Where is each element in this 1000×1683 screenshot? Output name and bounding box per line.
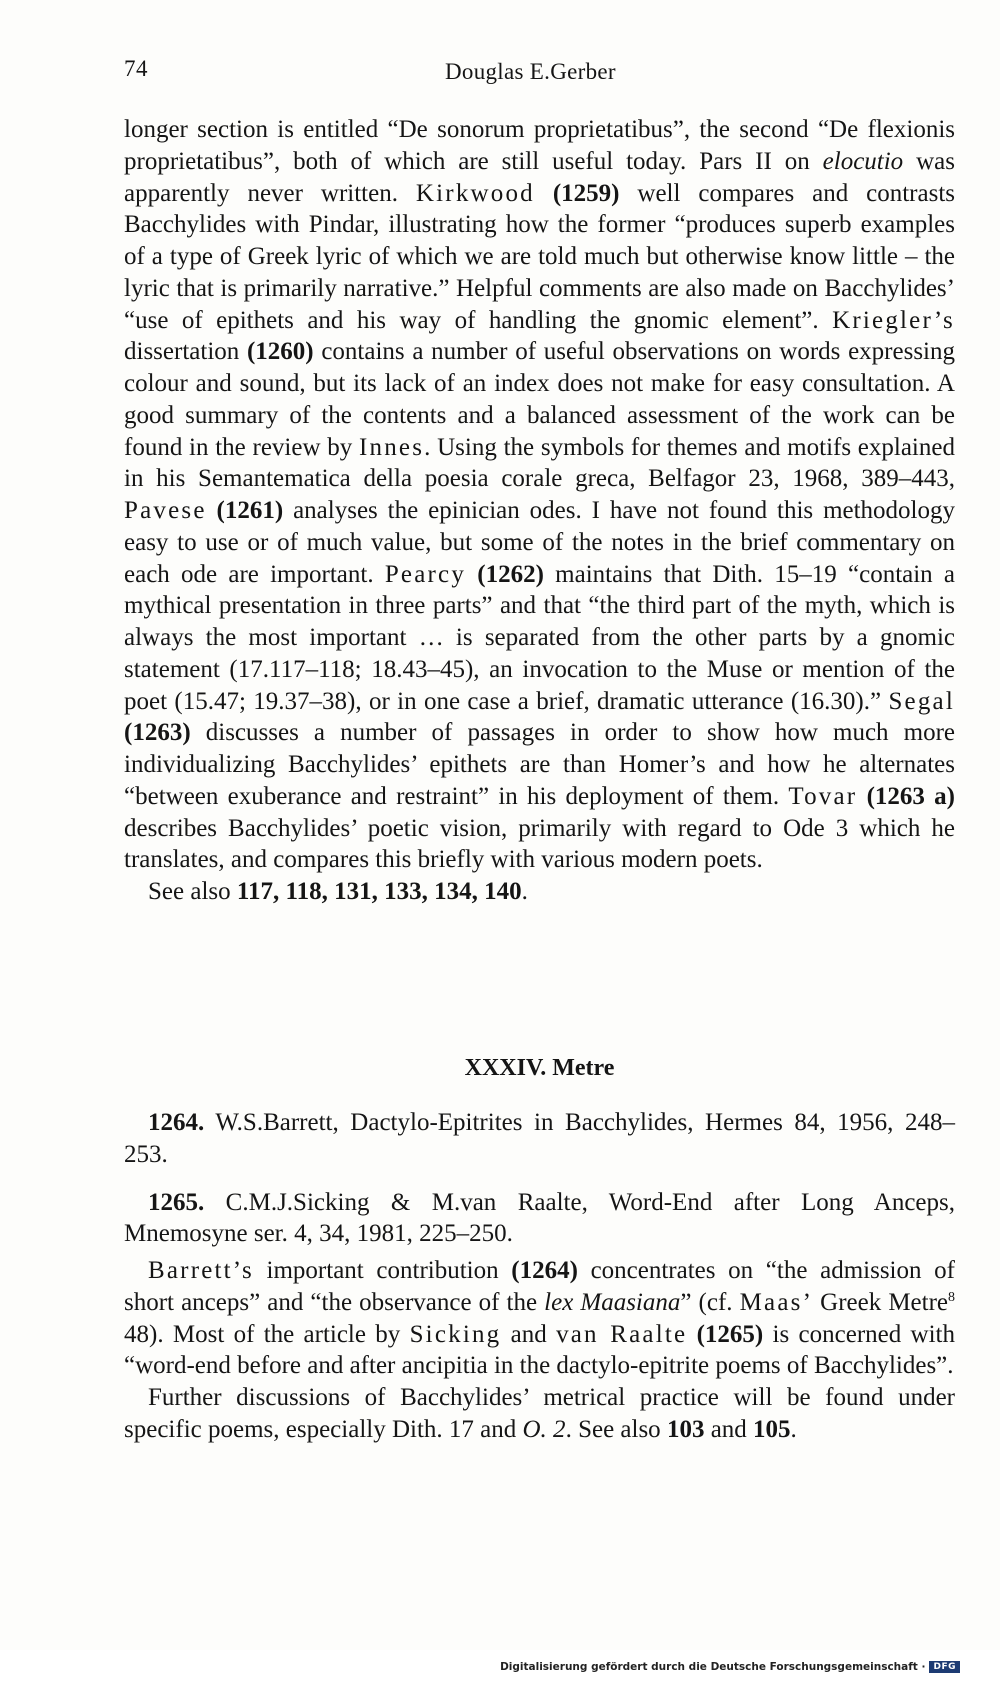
author-name: Segal — [888, 687, 955, 715]
reference-number: (1263 a) — [866, 782, 955, 810]
bibliography-entry: 1265. C.M.J.Sicking & M.van Raalte, Word-End after Long Anceps, Mnemosyne ser. 4, 34, 1981, 225–250. — [124, 1188, 955, 1248]
reference-number: (1263) — [124, 719, 191, 747]
reference-number: (1261) — [216, 497, 284, 524]
reference-number: (1262) — [477, 560, 544, 588]
reference-number: 105 — [753, 1415, 791, 1443]
author-name: Sicking — [409, 1320, 502, 1348]
see-also-references: 117, 118, 131, 133, 134, 140 — [236, 878, 522, 905]
author-name: Innes — [358, 433, 425, 461]
author-name: Maas’ — [739, 1288, 814, 1316]
author-name: Kriegler’s — [832, 306, 955, 334]
reference-number: (1264) — [511, 1257, 578, 1284]
author-name: Barrett’s — [148, 1257, 254, 1284]
reference-number: (1265) — [696, 1320, 764, 1348]
author-name: van Raalte — [556, 1320, 688, 1348]
reference-number: (1260) — [246, 338, 314, 366]
bibliography-entries — [124, 1107, 955, 1266]
edition-superscript: 8 — [948, 1289, 956, 1305]
paragraph-metre: Barrett’s important contribution (1264) concentrates on “the admission of short anceps” and “the observance of the lex Maasiana” (cf. Maas’ Greek Metre$^8$ 48). Most of the article by Sicking and van Raalte (1265) is concerned with “word-end before and after ancipitia in the dactylo-epitrite poems of Bacchylides”. — [124, 1257, 956, 1380]
author-name: Kirkwood — [415, 179, 535, 207]
see-also-line: See also 117, 118, 131, 133, 134, 140. — [148, 878, 528, 905]
author-name: Tovar — [788, 782, 858, 810]
running-head: Douglas E.Gerber — [445, 59, 616, 84]
bibliography-entry: 1264. W.S.Barrett, Dactylo-Epitrites in Bacchylides, Hermes 84, 1956, 248–253. — [124, 1109, 955, 1168]
dfg-logo-icon: DFG — [929, 1661, 960, 1673]
page-number: 74 — [124, 56, 148, 81]
section-heading: XXXIV. Metre — [464, 1055, 615, 1081]
reference-number: (1259) — [552, 179, 620, 207]
author-name: Pavese — [124, 497, 207, 524]
body-text — [124, 114, 955, 908]
digitization-credit — [500, 1661, 960, 1673]
metre-discussion — [124, 1255, 955, 1446]
credit-text: Digitalisierung gefördert durch die Deutsche Forschungsgemeinschaft · — [500, 1661, 926, 1673]
entry-number: 1264. — [148, 1109, 205, 1136]
paragraph-bacchylides-style: longer section is entitled “De sonorum proprietatibus”, the second “De flexionis proprietatibus”, both of which are still useful today. Pars II on elocutio was apparently never written. Kirkwood (1259) well compares and contrasts Bacchylides with Pindar, illustrating how the former “produces superb examples of a type of Greek lyric of which we are told much but otherwise know little – the lyric that is primarily narrative.” Helpful comments are also made on Bacchylides’ “use of epithets and his way of handling the gnomic element”. Kriegler’s dissertation (1260) contains a number of useful observations on words expressing colour and sound, but its lack of an index does not make for easy consultation. A good summary of the contents and a balanced assessment of the work can be found in the review by Innes. Using the symbols for themes and motifs explained in his Semantematica della poesia corale greca, Belfagor 23, 1968, 389–443, Pavese (1261) analyses the epinician odes. I have not found this methodology easy to use or of much value, but some of the notes in the brief commentary on each ode are important. Pearcy (1262) maintains that Dith. 15–19 “contain a mythical presentation in three parts” and that “the third part of the myth, which is always the most important … is separated from the other parts by a gnomic statement (17.117–118; 18.43–45), an invocation to the Muse or mention of the poet (15.47; 19.37–38), or in one case a brief, dramatic utterance (16.30).” Segal (1263) discusses a number of passages in order to show how much more individualizing Bacchylides’ epithets are than Homer’s and how he alternates “between exuberance and restraint” in his deployment of them. Tovar (1263 a) describes Bacchylides’ poetic vision, primarily with regard to Ode 3 which he translates, and compares this briefly with various modern poets. — [124, 116, 956, 874]
paragraph-further: Further discussions of Bacchylides’ metrical practice will be found under specific poems, especially Dith. 17 and O. 2. See also 103 and 105. — [124, 1384, 955, 1443]
reference-number: 103 — [666, 1415, 705, 1443]
entry-number: 1265. — [148, 1188, 205, 1216]
author-name: Pearcy — [384, 560, 467, 588]
